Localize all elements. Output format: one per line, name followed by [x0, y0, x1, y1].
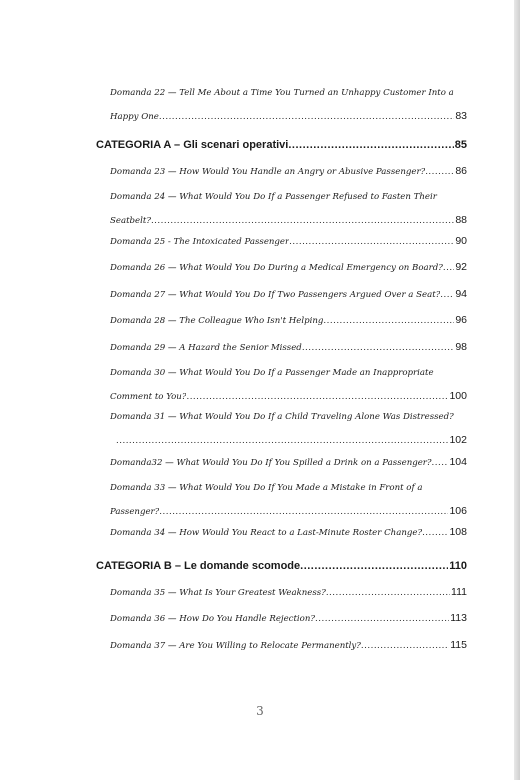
toc-entry-domanda-27[interactable] [110, 283, 467, 307]
toc-page-number: 104 [449, 456, 467, 468]
page-number: 3 [256, 704, 264, 718]
toc-category-title: CATEGORIA B – Le domande scomode [96, 560, 301, 572]
toc-entry-title: Domanda 23 — How Would You Handle an Angry or Abusive Passenger? [110, 167, 426, 177]
toc-page-number: 106 [449, 505, 467, 517]
dot-leader [302, 337, 455, 360]
dot-leader [443, 257, 454, 280]
toc-page-number: 108 [449, 526, 467, 538]
toc-entry-domanda-30[interactable] [110, 362, 467, 409]
toc-page-number: 115 [450, 639, 467, 651]
toc-page-number: 100 [449, 390, 467, 402]
toc-entry-domanda-29[interactable] [110, 336, 467, 360]
dot-leader [440, 284, 454, 307]
toc-entry-domanda-23[interactable] [110, 160, 467, 184]
dot-leader [289, 231, 454, 254]
toc-entry-title: Domanda 36 — How Do You Handle Rejection? [110, 614, 315, 624]
dot-leader [425, 161, 454, 184]
toc-page-number: 90 [455, 235, 467, 247]
toc-page-number: 96 [455, 314, 467, 326]
dot-leader [116, 430, 448, 453]
toc-category-a[interactable] [96, 138, 467, 152]
dot-leader [300, 559, 448, 573]
toc-entry-title: Domanda 25 - The Intoxicated Passenger [110, 237, 290, 247]
toc-entry-title: Domanda 30 — What Would You Do If a Passenger Made an Inappropriate [110, 368, 434, 378]
toc-page-number: 86 [455, 165, 467, 177]
toc-entry-title: Domanda 26 — What Would You Do During a Medical Emergency on Board? [110, 263, 443, 273]
dot-leader [288, 138, 453, 152]
toc-page-number: 94 [455, 288, 467, 300]
toc-entry-title: Domanda 33 — What Would You Do If You Made a Mistake in Front of a [110, 483, 423, 493]
toc-entry-domanda-37[interactable] [110, 634, 467, 658]
toc-entry-domanda-28[interactable] [110, 309, 467, 333]
dot-leader [432, 452, 449, 475]
toc-category-b[interactable] [96, 559, 467, 573]
toc-page-number: 111 [451, 586, 467, 598]
toc-page-number: 85 [454, 139, 467, 151]
toc-entry-title-cont: Comment to You? [110, 392, 187, 402]
toc-page-number: 113 [450, 612, 467, 624]
toc-entry-domanda-32[interactable] [110, 451, 467, 475]
toc-entry-title: Domanda 27 — What Would You Do If Two Passengers Argued Over a Seat? [110, 290, 441, 300]
toc-entry-title-cont: Happy One [110, 112, 159, 122]
toc-entry-title: Domanda 37 — Are You Willing to Relocate Permanently? [110, 641, 361, 651]
toc-page-number: 88 [455, 214, 467, 226]
toc-entry-domanda-31[interactable] [110, 406, 467, 453]
toc-entry-domanda-35[interactable] [110, 581, 467, 605]
toc-page-number: 110 [449, 560, 467, 572]
toc-entry-domanda-33[interactable] [110, 477, 467, 524]
dot-leader [326, 582, 450, 605]
toc-entry-title: Domanda 22 — Tell Me About a Time You Turned an Unhappy Customer Into a [110, 88, 454, 98]
toc-entry-title: Domanda 29 — A Hazard the Senior Missed [110, 343, 302, 353]
toc-entry-title-cont: Seatbelt? [110, 216, 151, 226]
toc-page-number: 83 [455, 110, 467, 122]
toc-entry-title: Domanda 31 — What Would You Do If a Child Traveling Alone Was Distressed? [110, 412, 454, 422]
dot-leader [315, 608, 449, 631]
toc-entry-domanda-36[interactable] [110, 607, 467, 631]
toc-entry-title: Domanda32 — What Would You Do If You Spilled a Drink on a Passenger? [110, 458, 432, 468]
dot-leader [361, 635, 449, 658]
dot-leader [323, 310, 454, 333]
toc-entry-domanda-34[interactable] [110, 521, 467, 545]
toc-page-number: 92 [455, 261, 467, 273]
toc-entry-title: Domanda 28 — The Colleague Who Isn't Helping [110, 316, 324, 326]
toc-entry-title: Domanda 24 — What Would You Do If a Passenger Refused to Fasten Their [110, 192, 437, 202]
toc-category-title: CATEGORIA A – Gli scenari operativi [96, 139, 289, 151]
toc-entry-domanda-24[interactable] [110, 186, 467, 233]
dot-leader [159, 106, 454, 129]
toc-entry-title-cont: Passenger? [110, 507, 160, 517]
toc-page-number: 98 [455, 341, 467, 353]
toc-page-number: 102 [449, 434, 467, 446]
toc-entry-domanda-26[interactable] [110, 256, 467, 280]
dot-leader [422, 522, 448, 545]
toc-entry-title: Domanda 35 — What Is Your Greatest Weakness? [110, 588, 326, 598]
toc-entry-title: Domanda 34 — How Would You React to a Last-Minute Roster Change? [110, 528, 423, 538]
toc-entry-domanda-22[interactable] [110, 82, 467, 129]
toc-entry-domanda-25[interactable] [110, 230, 467, 254]
